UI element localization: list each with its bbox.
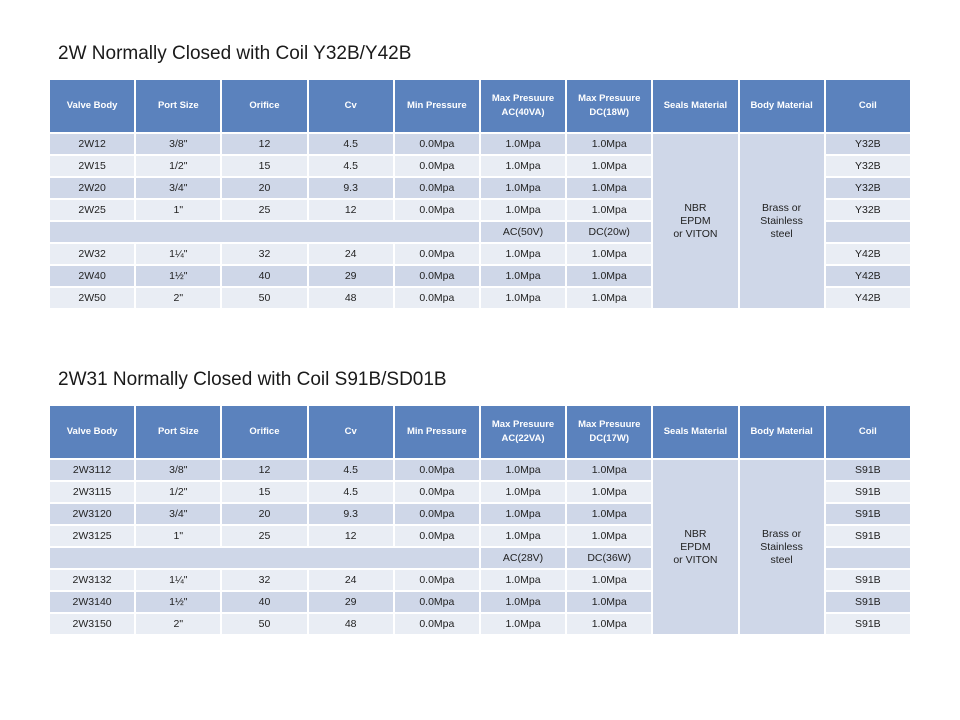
seals-material-line: NBR bbox=[684, 201, 707, 214]
cell-coil: Y42B bbox=[826, 266, 910, 286]
body-material-line: Brass or bbox=[762, 201, 802, 214]
blank-cell bbox=[826, 222, 910, 242]
cell-port: 1/2" bbox=[136, 482, 220, 502]
cell-port: 3/8" bbox=[136, 460, 220, 480]
cell-body: 2W12 bbox=[50, 134, 134, 154]
cell-cv: 4.5 bbox=[309, 156, 393, 176]
cell-dc: 1.0Mpa bbox=[567, 266, 651, 286]
column-header: Orifice bbox=[222, 406, 306, 458]
cell-ac: 1.0Mpa bbox=[481, 482, 565, 502]
cell-min: 0.0Mpa bbox=[395, 526, 479, 546]
body-material-cell bbox=[740, 460, 824, 634]
column-header: Orifice bbox=[222, 80, 306, 132]
cell-ac: 1.0Mpa bbox=[481, 244, 565, 264]
ac-rating-label: AC(28V) bbox=[481, 548, 565, 568]
cell-coil: S91B bbox=[826, 504, 910, 524]
cell-port: 1" bbox=[136, 200, 220, 220]
cell-body: 2W3140 bbox=[50, 592, 134, 612]
cell-min: 0.0Mpa bbox=[395, 266, 479, 286]
cell-min: 0.0Mpa bbox=[395, 592, 479, 612]
cell-dc: 1.0Mpa bbox=[567, 134, 651, 154]
column-header: Max Presuure AC(40VA) bbox=[481, 80, 565, 132]
cell-min: 0.0Mpa bbox=[395, 482, 479, 502]
column-header: Body Material bbox=[740, 406, 824, 458]
cell-coil: Y32B bbox=[826, 134, 910, 154]
cell-orifice: 40 bbox=[222, 266, 306, 286]
body-material-line: Stainless bbox=[760, 214, 803, 227]
cell-ac: 1.0Mpa bbox=[481, 178, 565, 198]
body-material-line: steel bbox=[770, 553, 793, 566]
cell-body: 2W15 bbox=[50, 156, 134, 176]
seals-material-line: or VITON bbox=[673, 227, 718, 240]
cell-body: 2W3125 bbox=[50, 526, 134, 546]
cell-orifice: 50 bbox=[222, 614, 306, 634]
cell-port: 3/4" bbox=[136, 178, 220, 198]
column-header: Seals Material bbox=[653, 406, 737, 458]
table-row bbox=[50, 134, 910, 154]
cell-dc: 1.0Mpa bbox=[567, 592, 651, 612]
ac-rating-label: AC(50V) bbox=[481, 222, 565, 242]
cell-coil: S91B bbox=[826, 592, 910, 612]
cell-min: 0.0Mpa bbox=[395, 178, 479, 198]
cell-orifice: 40 bbox=[222, 592, 306, 612]
seals-material-cell bbox=[653, 134, 737, 308]
column-header: Seals Material bbox=[653, 80, 737, 132]
cell-coil: S91B bbox=[826, 460, 910, 480]
cell-body: 2W3115 bbox=[50, 482, 134, 502]
cell-ac: 1.0Mpa bbox=[481, 266, 565, 286]
cell-orifice: 12 bbox=[222, 460, 306, 480]
cell-port: 1" bbox=[136, 526, 220, 546]
cell-dc: 1.0Mpa bbox=[567, 526, 651, 546]
cell-min: 0.0Mpa bbox=[395, 614, 479, 634]
column-header: Coil bbox=[826, 80, 910, 132]
cell-orifice: 25 bbox=[222, 526, 306, 546]
cell-port: 3/4" bbox=[136, 504, 220, 524]
cell-coil: S91B bbox=[826, 570, 910, 590]
cell-port: 3/8" bbox=[136, 134, 220, 154]
cell-ac: 1.0Mpa bbox=[481, 134, 565, 154]
cell-dc: 1.0Mpa bbox=[567, 614, 651, 634]
blank-cell bbox=[50, 222, 479, 242]
cell-min: 0.0Mpa bbox=[395, 134, 479, 154]
cell-orifice: 12 bbox=[222, 134, 306, 154]
cell-cv: 9.3 bbox=[309, 178, 393, 198]
header-row bbox=[50, 406, 910, 458]
cell-cv: 4.5 bbox=[309, 482, 393, 502]
cell-body: 2W3132 bbox=[50, 570, 134, 590]
cell-coil: Y32B bbox=[826, 178, 910, 198]
cell-port: 1¼" bbox=[136, 244, 220, 264]
cell-dc: 1.0Mpa bbox=[567, 570, 651, 590]
cell-orifice: 50 bbox=[222, 288, 306, 308]
cell-cv: 24 bbox=[309, 244, 393, 264]
cell-cv: 9.3 bbox=[309, 504, 393, 524]
cell-cv: 12 bbox=[309, 200, 393, 220]
cell-body: 2W40 bbox=[50, 266, 134, 286]
column-header: Body Material bbox=[740, 80, 824, 132]
cell-cv: 48 bbox=[309, 288, 393, 308]
cell-port: 1/2" bbox=[136, 156, 220, 176]
seals-material-line: NBR bbox=[684, 527, 707, 540]
body-material-line: Brass or bbox=[762, 527, 802, 540]
cell-coil: Y32B bbox=[826, 200, 910, 220]
body-material-cell bbox=[740, 134, 824, 308]
cell-min: 0.0Mpa bbox=[395, 504, 479, 524]
cell-body: 2W3120 bbox=[50, 504, 134, 524]
column-header: Cv bbox=[309, 406, 393, 458]
cell-port: 1½" bbox=[136, 266, 220, 286]
cell-orifice: 20 bbox=[222, 178, 306, 198]
header-row bbox=[50, 80, 910, 132]
cell-min: 0.0Mpa bbox=[395, 244, 479, 264]
cell-dc: 1.0Mpa bbox=[567, 200, 651, 220]
cell-dc: 1.0Mpa bbox=[567, 504, 651, 524]
column-header: Valve Body bbox=[50, 406, 134, 458]
column-header: Min Pressure bbox=[395, 80, 479, 132]
spec-table bbox=[48, 78, 912, 310]
cell-body: 2W32 bbox=[50, 244, 134, 264]
cell-cv: 24 bbox=[309, 570, 393, 590]
seals-material-cell bbox=[653, 460, 737, 634]
cell-min: 0.0Mpa bbox=[395, 570, 479, 590]
cell-orifice: 32 bbox=[222, 570, 306, 590]
column-header: Valve Body bbox=[50, 80, 134, 132]
seals-material-line: EPDM bbox=[680, 540, 711, 553]
column-header: Port Size bbox=[136, 80, 220, 132]
cell-cv: 29 bbox=[309, 592, 393, 612]
column-header: Max Presuure AC(22VA) bbox=[481, 406, 565, 458]
cell-dc: 1.0Mpa bbox=[567, 288, 651, 308]
cell-ac: 1.0Mpa bbox=[481, 526, 565, 546]
cell-body: 2W3150 bbox=[50, 614, 134, 634]
cell-cv: 29 bbox=[309, 266, 393, 286]
table-row bbox=[50, 460, 910, 480]
cell-coil: Y32B bbox=[826, 156, 910, 176]
seals-material-line: EPDM bbox=[680, 214, 711, 227]
cell-ac: 1.0Mpa bbox=[481, 504, 565, 524]
seals-material-line: or VITON bbox=[673, 553, 718, 566]
body-material-line: steel bbox=[770, 227, 793, 240]
cell-cv: 48 bbox=[309, 614, 393, 634]
cell-port: 2" bbox=[136, 288, 220, 308]
column-header: Cv bbox=[309, 80, 393, 132]
cell-coil: Y42B bbox=[826, 244, 910, 264]
cell-orifice: 32 bbox=[222, 244, 306, 264]
cell-port: 1¼" bbox=[136, 570, 220, 590]
cell-orifice: 25 bbox=[222, 200, 306, 220]
cell-body: 2W50 bbox=[50, 288, 134, 308]
table-title: 2W Normally Closed with Coil Y32B/Y42B bbox=[58, 43, 412, 64]
cell-min: 0.0Mpa bbox=[395, 200, 479, 220]
cell-ac: 1.0Mpa bbox=[481, 200, 565, 220]
column-header: Coil bbox=[826, 406, 910, 458]
dc-rating-label: DC(20w) bbox=[567, 222, 651, 242]
column-header: Port Size bbox=[136, 406, 220, 458]
cell-cv: 12 bbox=[309, 526, 393, 546]
cell-body: 2W3112 bbox=[50, 460, 134, 480]
cell-ac: 1.0Mpa bbox=[481, 460, 565, 480]
cell-orifice: 15 bbox=[222, 482, 306, 502]
cell-port: 2" bbox=[136, 614, 220, 634]
cell-orifice: 15 bbox=[222, 156, 306, 176]
cell-coil: S91B bbox=[826, 614, 910, 634]
cell-cv: 4.5 bbox=[309, 460, 393, 480]
cell-ac: 1.0Mpa bbox=[481, 614, 565, 634]
cell-coil: S91B bbox=[826, 482, 910, 502]
cell-ac: 1.0Mpa bbox=[481, 288, 565, 308]
cell-coil: Y42B bbox=[826, 288, 910, 308]
cell-ac: 1.0Mpa bbox=[481, 592, 565, 612]
cell-min: 0.0Mpa bbox=[395, 460, 479, 480]
dc-rating-label: DC(36W) bbox=[567, 548, 651, 568]
table-title: 2W31 Normally Closed with Coil S91B/SD01B bbox=[58, 369, 447, 390]
body-material-line: Stainless bbox=[760, 540, 803, 553]
cell-cv: 4.5 bbox=[309, 134, 393, 154]
cell-min: 0.0Mpa bbox=[395, 156, 479, 176]
cell-ac: 1.0Mpa bbox=[481, 570, 565, 590]
blank-cell bbox=[826, 548, 910, 568]
cell-body: 2W25 bbox=[50, 200, 134, 220]
cell-dc: 1.0Mpa bbox=[567, 156, 651, 176]
cell-dc: 1.0Mpa bbox=[567, 482, 651, 502]
cell-coil: S91B bbox=[826, 526, 910, 546]
column-header: Min Pressure bbox=[395, 406, 479, 458]
cell-dc: 1.0Mpa bbox=[567, 178, 651, 198]
cell-ac: 1.0Mpa bbox=[481, 156, 565, 176]
blank-cell bbox=[50, 548, 479, 568]
cell-dc: 1.0Mpa bbox=[567, 244, 651, 264]
cell-orifice: 20 bbox=[222, 504, 306, 524]
cell-port: 1½" bbox=[136, 592, 220, 612]
cell-min: 0.0Mpa bbox=[395, 288, 479, 308]
cell-body: 2W20 bbox=[50, 178, 134, 198]
spec-table bbox=[48, 404, 912, 636]
column-header: Max Presuure DC(17W) bbox=[567, 406, 651, 458]
column-header: Max Presuure DC(18W) bbox=[567, 80, 651, 132]
cell-dc: 1.0Mpa bbox=[567, 460, 651, 480]
